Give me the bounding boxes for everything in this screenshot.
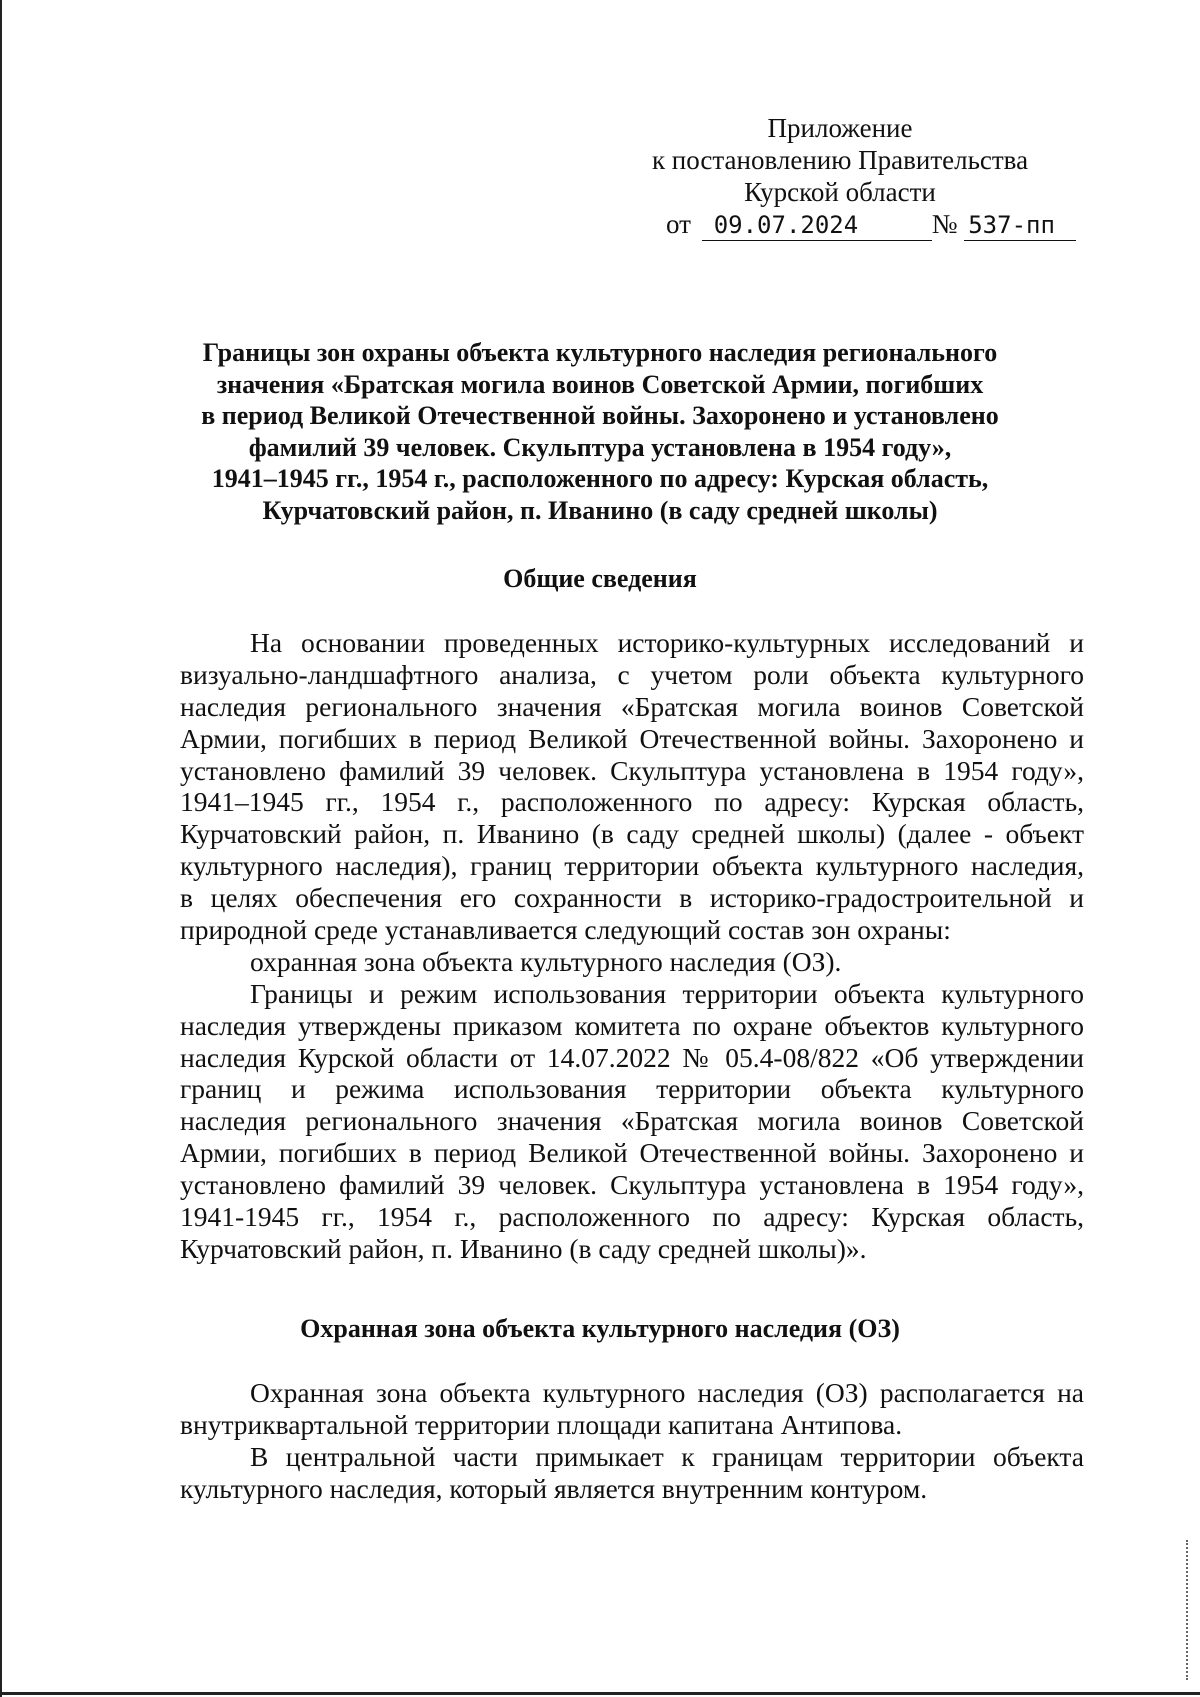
number-prefix: № (931, 209, 958, 239)
document-number: 537-пп (964, 210, 1076, 241)
text-line: В центральной части примыкает к границам территории объекта (250, 1440, 1084, 1472)
date-prefix: от (666, 209, 691, 239)
text-line: визуально-ландшафтного анализа, с учетом роли объекта культурного (180, 658, 1084, 690)
text-line: природной среде устанавливается следующий состав зон охраны: (180, 914, 951, 946)
text-line: Охранная зона объекта культурного наследия (ОЗ) располагается на (250, 1377, 1084, 1408)
scan-edge-bottom (0, 1692, 1200, 1695)
text-line: наследия утверждены приказом комитета по охране объектов культурного (180, 1009, 1084, 1041)
protected-zone-body (180, 1377, 1084, 1505)
title-line: в период Великой Отечественной войны. Захоронено и установлено (201, 401, 999, 430)
general-info-heading: Общие сведения (503, 564, 697, 593)
document-title (150, 337, 1050, 526)
text-line: границ и режима использования территории объекта культурного (180, 1073, 1084, 1105)
title-line: Курчатовский район, п. Иванино (в саду средней школы) (262, 495, 938, 525)
text-line: Курчатовский район, п. Иванино (в саду средней школы) (далее - объект (180, 818, 1084, 850)
appendix-region-line: Курской области (744, 177, 936, 207)
text-line: в целях обеспечения его сохранности в историко-градостроительной и (180, 882, 1084, 914)
appendix-resolution-line: к постановлению Правительства (651, 145, 1029, 175)
scan-edge-left (0, 0, 2, 1697)
text-line: культурного наследия, который является внутренним контуром. (180, 1472, 928, 1504)
text-line: внутриквартальной территории площади капитана Антипова. (180, 1408, 903, 1440)
text-line: 1941–1945 гг., 1954 г., расположенного по адресу: Курская область, (180, 786, 1084, 818)
text-line: Курчатовский район, п. Иванино (в саду средней школы)». (180, 1232, 867, 1264)
registration-line (666, 208, 1086, 241)
text-line: установлено фамилий 39 человек. Скульптура установлена в 1954 году», (180, 754, 1084, 786)
text-line: охранная зона объекта культурного наследия (ОЗ). (250, 945, 842, 977)
text-line: Армии, погибших в период Великой Отечественной войны. Захоронено и (180, 722, 1084, 754)
text-line: установлено фамилий 39 человек. Скульптура установлена в 1954 году», (180, 1169, 1084, 1201)
text-line: культурного наследия), границ территории объекта культурного наследия, (180, 850, 1084, 882)
text-line: Армии, погибших в период Великой Отечественной войны. Захоронено и (180, 1137, 1084, 1169)
title-line: Границы зон охраны объекта культурного наследия регионального (202, 338, 998, 367)
text-line: На основании проведенных историко-культурных исследований и (250, 627, 1084, 658)
appendix-label: Приложение (767, 113, 913, 143)
general-info-body (180, 627, 1084, 1265)
text-line: наследия Курской области от 14.07.2022 № 05.4-08/822 «Об утверждении (180, 1041, 1084, 1073)
document-date: 09.07.2024 (702, 210, 932, 241)
scan-edge-right (1186, 1540, 1190, 1680)
title-line: фамилий 39 человек. Скульптура установлена в 1954 году», (248, 432, 952, 462)
text-line: наследия регионального значения «Братская могила воинов Советской (180, 690, 1084, 722)
title-line: 1941–1945 гг., 1954 г., расположенного по адресу: Курская область, (211, 464, 989, 493)
protected-zone-heading: Охранная зона объекта культурного наследия (ОЗ) (300, 1314, 900, 1343)
text-line: 1941-1945 гг., 1954 г., расположенного по адресу: Курская область, (180, 1201, 1084, 1233)
title-line: значения «Братская могила воинов Советской Армии, погибших (216, 369, 984, 399)
text-line: Границы и режим использования территории объекта культурного (250, 977, 1084, 1009)
text-line: наследия регионального значения «Братская могила воинов Советской (180, 1105, 1084, 1137)
